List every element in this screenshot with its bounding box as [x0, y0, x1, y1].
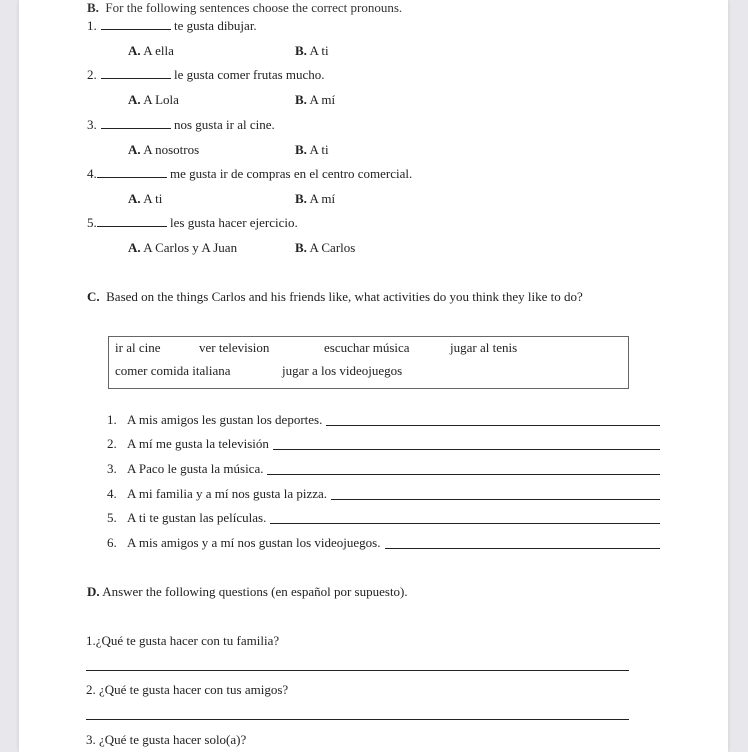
question-text: te gusta dibujar. — [174, 18, 257, 33]
option-text: A ella — [143, 43, 174, 58]
question-number: 1. — [87, 18, 97, 33]
question-text: me gusta ir de compras en el centro comercial. — [170, 166, 413, 181]
item-text: A ti te gustan las películas. — [127, 510, 267, 525]
option-a[interactable] — [128, 92, 179, 108]
question-number: 2. — [87, 67, 97, 82]
answer-line[interactable] — [326, 424, 660, 426]
item-text: A mis amigos les gustan los deportes. — [127, 412, 323, 427]
answer-blank[interactable] — [101, 18, 171, 30]
answer-line-1[interactable] — [86, 670, 629, 671]
option-b[interactable] — [295, 191, 335, 207]
question-number: 3. — [87, 117, 97, 132]
section-title: Answer the following questions (en español por supuesto). — [102, 584, 408, 599]
option-text: A Carlos y A Juan — [143, 240, 238, 255]
question-row — [87, 67, 325, 83]
section-title: For the following sentences choose the correct pronouns. — [105, 0, 403, 15]
option-label: A. — [128, 43, 141, 58]
option-text: A ti — [309, 142, 329, 157]
question-number: 5. — [87, 215, 97, 230]
option-text: A mí — [309, 191, 336, 206]
option-label: B. — [295, 43, 307, 58]
section-letter: C. — [87, 289, 100, 304]
question-row — [87, 166, 412, 182]
option-text: A Carlos — [309, 240, 356, 255]
question-text: les gusta hacer ejercicio. — [170, 215, 298, 230]
option-text: A ti — [309, 43, 329, 58]
item-number: 5. — [107, 510, 117, 525]
option-label: A. — [128, 191, 141, 206]
answer-blank[interactable] — [97, 215, 167, 227]
option-b[interactable] — [295, 142, 329, 158]
item-text: A mi familia y a mí nos gusta la pizza. — [127, 486, 328, 501]
answer-blank[interactable] — [101, 117, 171, 129]
option-a[interactable] — [128, 43, 174, 59]
answer-line-2[interactable] — [86, 719, 629, 720]
section-b-heading — [87, 0, 402, 16]
answer-line[interactable] — [273, 448, 660, 450]
word-bank-item: escuchar música — [324, 340, 410, 355]
answer-line[interactable] — [331, 498, 660, 500]
option-b[interactable] — [295, 240, 355, 256]
item-number: 3. — [107, 461, 117, 476]
section-letter: B. — [87, 0, 99, 15]
option-text: A nosotros — [143, 142, 200, 157]
word-bank-item: comer comida italiana — [115, 363, 231, 378]
word-bank-item: jugar a los videojuegos — [282, 363, 403, 378]
section-title: Based on the things Carlos and his friends like, what activities do you think they like to do? — [106, 289, 583, 304]
question-row — [87, 18, 257, 34]
option-text: A Lola — [143, 92, 179, 107]
question-1: 1.¿Qué te gusta hacer con tu familia? — [86, 633, 280, 648]
option-a[interactable] — [128, 142, 199, 158]
option-label: B. — [295, 240, 307, 255]
option-text: A ti — [143, 191, 163, 206]
question-number: 4. — [87, 166, 97, 181]
item-text: A mis amigos y a mí nos gustan los videojuegos. — [127, 535, 381, 550]
answer-blank[interactable] — [97, 166, 167, 178]
option-label: B. — [295, 191, 307, 206]
section-c-heading — [87, 289, 583, 305]
question-3: 3. ¿Qué te gusta hacer solo(a)? — [86, 732, 247, 747]
option-label: A. — [128, 92, 141, 107]
option-b[interactable] — [295, 43, 329, 59]
question-2: 2. ¿Qué te gusta hacer con tus amigos? — [86, 682, 289, 697]
option-a[interactable] — [128, 240, 237, 256]
word-bank-item: ir al cine — [115, 340, 161, 355]
word-bank-item: jugar al tenis — [450, 340, 518, 355]
option-label: A. — [128, 142, 141, 157]
option-text: A mí — [309, 92, 336, 107]
section-d-heading — [87, 584, 408, 600]
item-number: 2. — [107, 436, 117, 451]
option-label: B. — [295, 142, 307, 157]
question-row — [87, 215, 298, 231]
answer-blank[interactable] — [101, 67, 171, 79]
option-label: B. — [295, 92, 307, 107]
question-text: nos gusta ir al cine. — [174, 117, 275, 132]
item-number: 4. — [107, 486, 117, 501]
item-number: 6. — [107, 535, 117, 550]
question-text: le gusta comer frutas mucho. — [174, 67, 325, 82]
section-letter: D. — [87, 584, 100, 599]
option-label: A. — [128, 240, 141, 255]
item-number: 1. — [107, 412, 117, 427]
option-b[interactable] — [295, 92, 335, 108]
answer-line[interactable] — [385, 547, 660, 549]
option-a[interactable] — [128, 191, 162, 207]
answer-line[interactable] — [270, 522, 660, 524]
word-bank-item: ver television — [199, 340, 270, 355]
item-text: A mí me gusta la televisión — [127, 436, 269, 451]
answer-line[interactable] — [267, 473, 660, 475]
question-row — [87, 117, 275, 133]
item-text: A Paco le gusta la música. — [127, 461, 264, 476]
